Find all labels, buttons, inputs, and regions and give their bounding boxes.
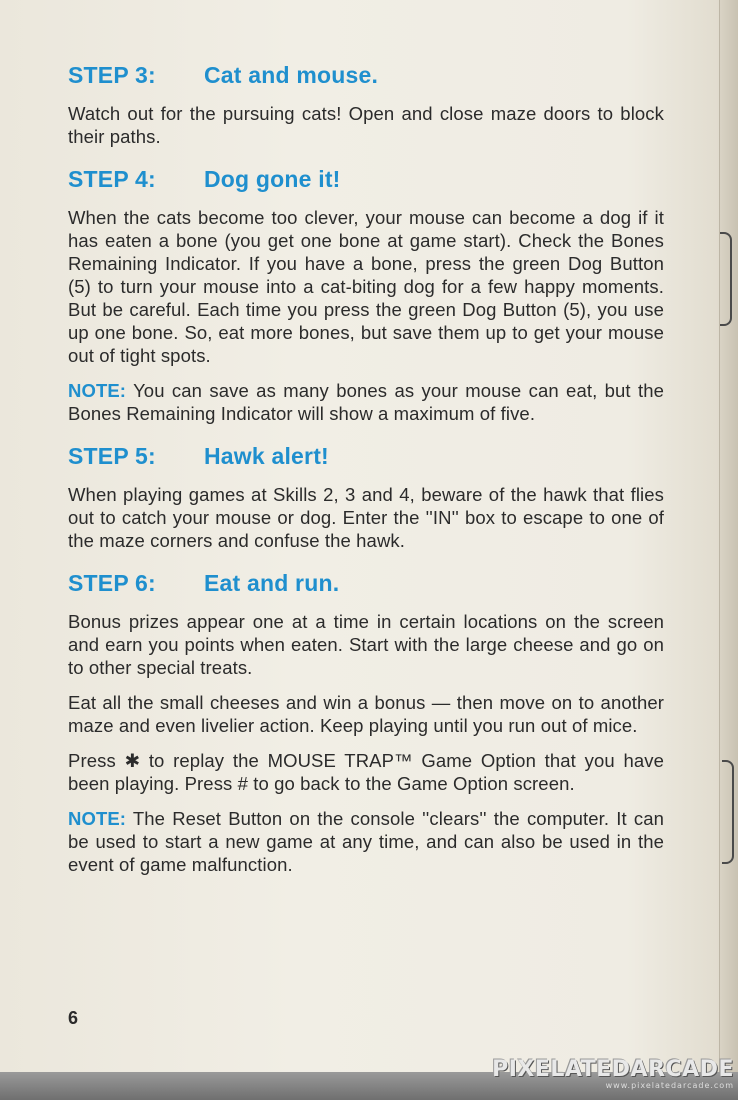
staple-bottom	[722, 760, 734, 864]
watermark-logo: PIXELATEDARCADE	[492, 1057, 734, 1082]
step-6-paragraph-1: Bonus prizes appear one at a time in certain locations on the screen and earn you points when eaten. Start with the large cheese and go on to other special treats.	[68, 611, 664, 678]
watermark-url: www.pixelatedarcade.com	[605, 1081, 734, 1090]
manual-content	[68, 58, 664, 876]
step-4-title: Dog gone it!	[204, 166, 341, 192]
step-6-paragraph-2: Eat all the small cheeses and win a bonus — then move on to another maze and even livelier action. Keep playing until you run out of mice.	[68, 692, 664, 736]
note-label: NOTE:	[68, 808, 127, 829]
binding-edge	[719, 0, 738, 1100]
step-5-heading	[68, 439, 664, 473]
step-4-note	[68, 379, 664, 425]
step-3-label: STEP 3:	[68, 62, 156, 88]
note-text: The Reset Button on the console ''clears'' the computer. It can be used to start a new game at any time, and can also be used in the event of game malfunction.	[68, 808, 664, 875]
step-5-paragraph: When playing games at Skills 2, 3 and 4, beware of the hawk that flies out to catch your mouse or dog. Enter the ''IN'' box to escape to one of the maze corners and confuse the hawk.	[68, 484, 664, 551]
step-4-heading	[68, 162, 664, 196]
step-6-heading	[68, 566, 664, 600]
step-3-heading	[68, 58, 664, 92]
step-5-title: Hawk alert!	[204, 443, 329, 469]
step-6-note	[68, 807, 664, 876]
watermark	[492, 1059, 734, 1090]
step-4-paragraph: When the cats become too clever, your mouse can become a dog if it has eaten a bone (you get one bone at game start). Check the Bones Remaining Indicator. If you have a bone, press the green Dog Button (5) to turn your mouse into a cat-biting dog for a few happy moments. But be careful. Each time you press the green Dog Button (5), you use up one bone. So, eat more bones, but save them up to get your mouse out of tight spots.	[68, 207, 664, 366]
step-4-label: STEP 4:	[68, 166, 156, 192]
step-6-title: Eat and run.	[204, 570, 340, 596]
note-text: You can save as many bones as your mouse can eat, but the Bones Remaining Indicator will show a maximum of five.	[68, 380, 665, 424]
note-label: NOTE:	[68, 380, 127, 401]
page-number: 6	[68, 1008, 79, 1028]
step-3-title: Cat and mouse.	[204, 62, 379, 88]
staple-top	[720, 232, 732, 326]
step-6-paragraph-3: Press ✱ to replay the MOUSE TRAP™ Game Option that you have been playing. Press # to go back to the Game Option screen.	[68, 750, 664, 794]
step-3-paragraph: Watch out for the pursuing cats! Open and close maze doors to block their paths.	[68, 103, 664, 147]
step-5-label: STEP 5:	[68, 443, 156, 469]
step-6-label: STEP 6:	[68, 570, 156, 596]
